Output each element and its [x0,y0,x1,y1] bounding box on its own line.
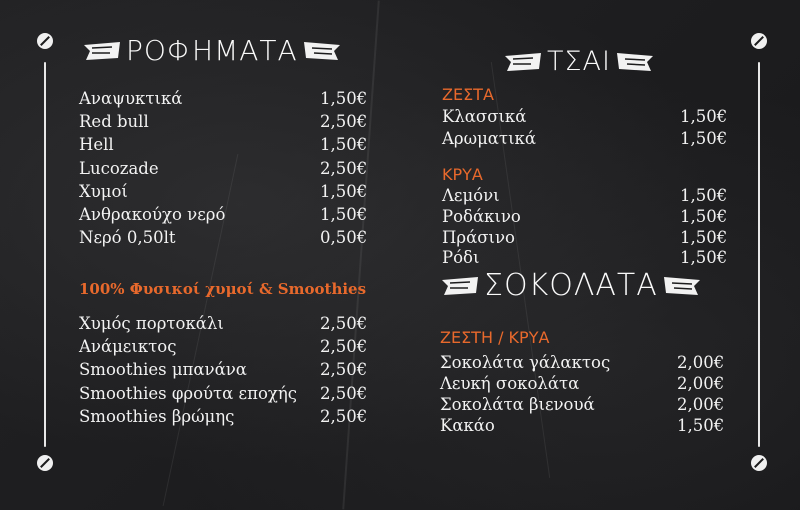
menu-item [79,312,380,335]
frame-line [758,62,760,447]
menu-item-name: Λευκή σοκολάτα [440,374,580,393]
section-heading-tea [505,46,653,77]
menu-item-price: 0,50€ [320,228,368,248]
subheading-cold: ΚΡΥΑ [442,165,483,184]
menu-item [79,110,380,133]
menu-item-name: Κλασσικά [442,107,527,126]
menu-item-name: Hell [79,135,114,155]
menu-item [442,226,740,249]
menu-item-name: Αρωματικά [442,129,536,148]
section-heading-drinks [84,34,340,67]
menu-item-price: 1,50€ [320,205,368,224]
background-texture [342,1,380,510]
ribbon-right-icon [664,277,700,295]
menu-item [79,157,380,180]
menu-item-name: Red bull [79,112,149,132]
menu-item-name: Lucozade [79,158,159,178]
section-title: ΤΣΑΙ [547,46,611,77]
ribbon-left-icon [505,53,541,71]
menu-item [79,335,380,358]
menu-item [442,127,740,150]
menu-item-name: Ρόδι [442,248,480,268]
menu-item-name: Χυμοί [79,181,128,201]
ribbon-right-icon [617,53,653,71]
menu-item-price: 2,50€ [320,112,368,132]
menu-item [79,382,380,405]
menu-item-name: Νερό 0,50lt [79,228,176,248]
menu-item-name: Smoothies βρώμης [79,406,235,426]
menu-item [79,226,380,249]
menu-item-price: 1,50€ [680,129,728,148]
screw-icon [37,33,53,49]
menu-item-name: Χυμός πορτοκάλι [79,314,224,333]
menu-item-price: 1,50€ [680,186,728,205]
subheading-hot: ΖΕΣΤΑ [442,85,494,104]
menu-item-price: 2,50€ [320,383,368,403]
menu-item-price: 2,00€ [677,374,725,393]
menu-item-name: Σοκολάτα γάλακτος [440,353,611,372]
menu-item [442,246,740,269]
menu-item-name: Λεμόνι [442,186,500,205]
menu-item [442,184,740,207]
menu-item [79,358,380,381]
menu-item-price: 2,00€ [677,353,725,372]
menu-item [79,203,380,226]
menu-item-price: 2,00€ [677,395,725,414]
section-title: ΣΟΚΟΛΑΤΑ [484,268,658,303]
menu-item [440,414,737,437]
ribbon-right-icon [304,42,340,60]
menu-item-price: 2,50€ [320,314,368,333]
menu-item [440,351,737,374]
menu-item-price: 1,50€ [680,248,728,268]
menu-item-price: 1,50€ [320,89,368,108]
menu-item [442,205,740,228]
menu-item-price: 1,50€ [680,227,728,247]
screw-icon [751,33,767,49]
menu-item-price: 2,50€ [320,406,368,426]
menu-item-name: Ροδάκινο [442,206,521,226]
menu-item-price: 2,50€ [320,337,368,357]
subheading-hot-cold: ΖΕΣΤΗ / ΚΡΥΑ [440,328,550,347]
menu-item-name: Ανάμεικτος [79,337,177,357]
screw-icon [751,455,767,471]
menu-item-name: Ανθρακούχο νερό [79,205,226,224]
menu-item-price: 1,50€ [680,107,728,126]
menu-item [442,105,740,128]
screw-icon [37,455,53,471]
menu-item-price: 1,50€ [677,416,725,435]
section-heading-chocolate [442,268,700,303]
menu-item-price: 2,50€ [320,360,368,380]
section-title: ΡΟΦΗΜΑΤΑ [126,34,298,67]
ribbon-left-icon [442,277,478,295]
menu-item-price: 1,50€ [680,206,728,226]
menu-item [440,372,737,395]
menu-item [440,393,737,416]
menu-item-name: Κακάο [440,416,495,435]
subheading-juices: 100% Φυσικοί χυμοί & Smoothies [79,280,367,298]
menu-item-price: 1,50€ [320,181,368,201]
menu-item-name: Smoothies μπανάνα [79,360,247,380]
menu-item-price: 1,50€ [320,135,368,155]
menu-item-name: Σοκολάτα βιενουά [440,395,595,414]
ribbon-left-icon [84,42,120,60]
menu-item [79,133,380,156]
frame-line [44,62,46,447]
menu-item [79,87,380,110]
menu-item-name: Πράσινο [442,227,515,247]
menu-item-name: Αναψυκτικά [79,89,183,108]
menu-item [79,405,380,428]
menu-item-name: Smoothies φρούτα εποχής [79,383,298,403]
menu-item [79,180,380,203]
menu-item-price: 2,50€ [320,158,368,178]
